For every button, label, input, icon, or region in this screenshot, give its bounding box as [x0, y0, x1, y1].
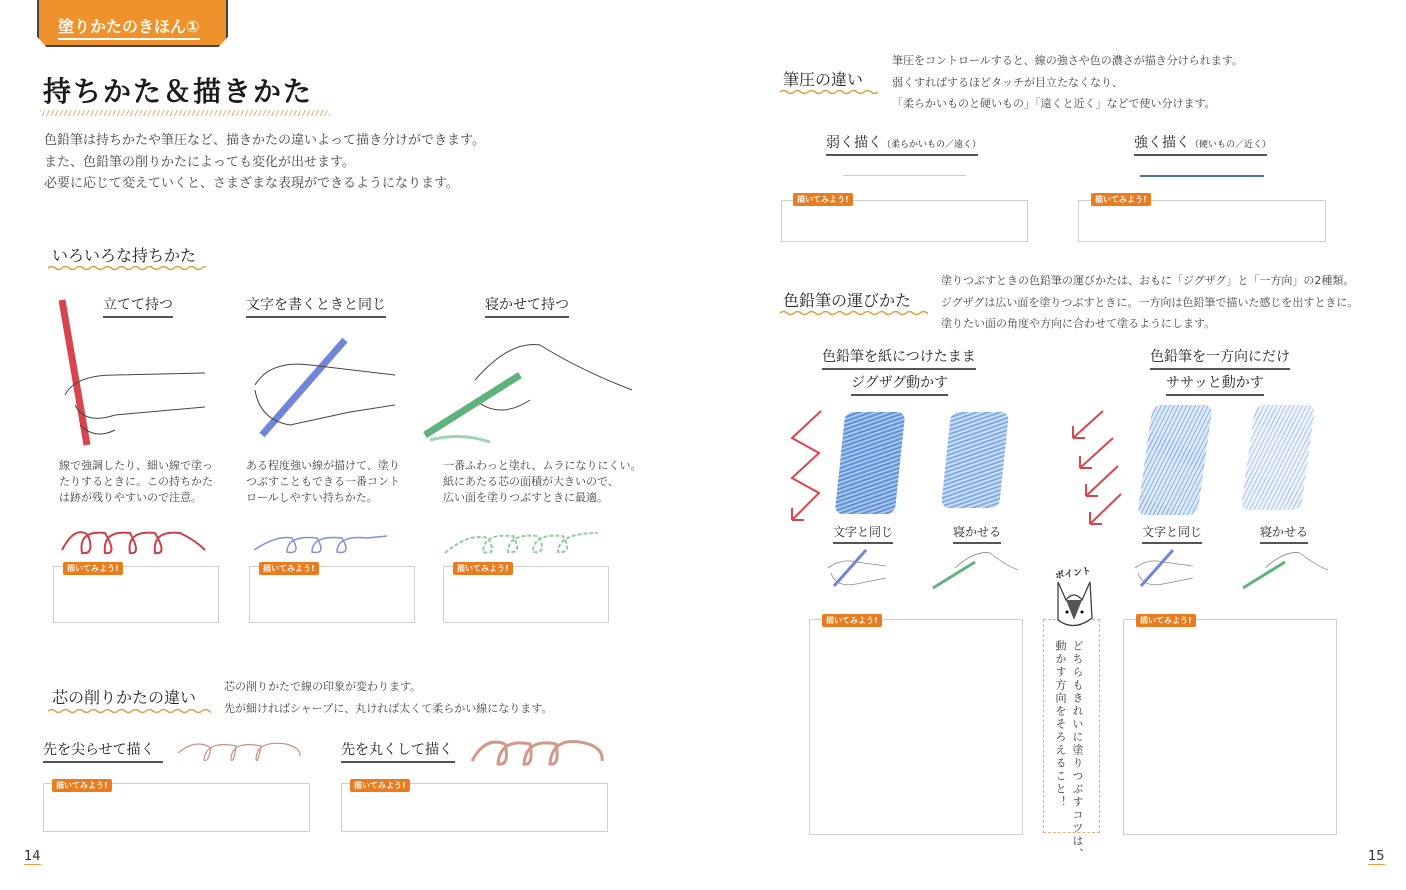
spiral-sample-round [470, 736, 606, 770]
practice-badge: 描いてみよう! [63, 562, 123, 575]
strong-line-sample [1140, 175, 1264, 177]
mascot-illustration [1052, 578, 1096, 634]
holding-title-laid: 寝かせて持つ [485, 294, 569, 318]
sharpen-title-pointed: 先を尖らせて描く [43, 739, 163, 763]
spiral-sample-green [443, 528, 603, 558]
zigzag-arrow-icon [786, 408, 828, 528]
holding-heading: いろいろな持ちかた [52, 246, 197, 265]
desc-line: 線で強調したり、細い線で塗っ [59, 459, 213, 472]
swatch-label: 文字と同じ [1142, 523, 1202, 544]
swatch-label: 文字と同じ [833, 523, 893, 544]
holding-title-upright: 立てて持つ [103, 294, 173, 318]
wavy-underline [780, 89, 878, 95]
hand-laid-illustration [420, 340, 635, 450]
practice-badge: 描いてみよう! [350, 779, 410, 792]
pressure-title-strong [1134, 132, 1272, 156]
zigzag-title-1: 色鉛筆を紙につけたまま [822, 346, 976, 370]
desc-line: 弱くすればするほどタッチが目立たなくなり、 [892, 75, 1123, 89]
holding-desc-writing [246, 458, 400, 506]
point-label: ポイント [1054, 566, 1092, 582]
practice-badge: 描いてみよう! [52, 779, 112, 792]
zigzag-title-2: ジグザグ動かす [851, 372, 948, 396]
desc-line: 「柔らかいものと硬いもの」「遠くと近く」などで使い分けます。 [892, 97, 1216, 110]
chapter-tab-label: 塗りかたのきほん① [58, 14, 200, 40]
desc-line: ジグザグは広い面を塗りつぶすときに。一方向は色鉛筆で描いた感じを出すときに。 [941, 295, 1359, 309]
hand-writing-illustration [250, 330, 400, 450]
desc-line: 先が細ければシャープに、丸ければ太くて柔らかい線になります。 [224, 701, 553, 715]
oneway-title-1: 色鉛筆を一方向にだけ [1150, 346, 1290, 370]
oneway-title-2: ササッと動かす [1166, 372, 1264, 396]
practice-badge: 描いてみよう! [453, 562, 513, 575]
spiral-sample-sharp [176, 738, 304, 768]
zigzag-swatch-writing [835, 412, 906, 514]
holding-desc-upright [59, 458, 213, 506]
point-line: どちらもきれいに塗りつぶすコツは、 [1071, 640, 1084, 861]
title-text: 強く描く [1134, 135, 1190, 151]
desc-line: は跡が残りやすいので注意。 [59, 491, 202, 504]
oneway-swatch-laid [1241, 405, 1316, 510]
pressure-title-weak [826, 132, 982, 156]
point-line: 動かす方向をそろえること！ [1054, 640, 1067, 809]
desc-line: 塗りたい面の角度や方向に合わせて塗るようにします。 [941, 317, 1216, 330]
practice-box[interactable] [781, 200, 1028, 242]
sharpen-title-round: 先を丸くして描く [341, 739, 455, 763]
point-text [1052, 640, 1086, 861]
swatch-label: 寝かせる [1260, 523, 1308, 544]
desc-line: つぶすこともできる一番コント [246, 475, 400, 488]
practice-badge: 描いてみよう! [822, 614, 882, 627]
swatch-label: 寝かせる [953, 523, 1001, 544]
hand-laid-small-icon [930, 550, 1020, 595]
desc-line: ある程度強い線が描けて、塗り [246, 459, 400, 472]
desc-line: 広い面を塗りつぶすときに最適。 [443, 491, 608, 504]
pressure-desc [892, 50, 1243, 115]
practice-badge: 描いてみよう! [793, 193, 853, 206]
sharpen-desc [224, 676, 552, 719]
hand-writing-small-icon [1133, 548, 1195, 593]
desc-line: 一番ふわっと塗れ、ムラになりにくい。 [443, 459, 642, 472]
spiral-sample-blue [252, 530, 392, 560]
page-title: 持ちかた＆描きかた [43, 75, 314, 108]
wavy-underline [48, 708, 211, 714]
page-number-right: 15 [1368, 849, 1385, 864]
practice-box[interactable] [1078, 200, 1326, 242]
desc-line: 紙にあたる芯の面積が大きいので、 [443, 475, 619, 488]
title-note: （硬いもの／近く） [1190, 140, 1272, 150]
hand-writing-small-icon [826, 548, 888, 593]
title-note: （柔らかいもの／遠く） [882, 140, 982, 150]
desc-line: 芯の削りかたで線の印象が変わります。 [224, 680, 422, 693]
wavy-underline [780, 310, 928, 316]
stroke-desc [941, 270, 1358, 335]
practice-badge: 描いてみよう! [1136, 614, 1196, 627]
oneway-swatch-writing [1137, 405, 1212, 515]
practice-box[interactable] [1123, 619, 1337, 835]
page-number-left: 14 [24, 849, 41, 864]
weak-line-sample [843, 175, 966, 176]
practice-badge: 描いてみよう! [1091, 193, 1151, 206]
holding-desc-laid [443, 458, 642, 506]
practice-badge: 描いてみよう! [259, 562, 319, 575]
pressure-heading: 筆圧の違い [783, 70, 864, 89]
spiral-sample-red [60, 525, 210, 560]
desc-line: ロールしやすい持ちかた。 [246, 491, 378, 504]
intro-line: また、色鉛筆の削りかたによっても変化が出せます。 [44, 154, 355, 170]
hand-upright-illustration [55, 295, 215, 455]
zigzag-swatch-laid [941, 412, 1009, 508]
intro-line: 色鉛筆は持ちかたや筆圧など、描きかたの違いよって描き分けができます。 [44, 133, 485, 148]
stroke-heading: 色鉛筆の運びかた [783, 291, 912, 310]
hand-laid-small-icon [1240, 550, 1330, 595]
intro-line: 必要に応じて変えていくと、さまざまな表現ができるようになります。 [44, 176, 459, 191]
desc-line: 塗りつぶすときの色鉛筆の運びかたは、おもに「ジグザグ」と「一方向」の2種類。 [941, 274, 1355, 287]
intro-text [44, 130, 485, 195]
desc-line: 筆圧をコントロールすると、線の強さや色の濃さが描き分けられます。 [892, 54, 1243, 67]
wavy-underline [48, 265, 206, 271]
oneway-arrows-icon [1068, 408, 1124, 528]
practice-box[interactable] [809, 619, 1023, 835]
title-text: 弱く描く [826, 135, 882, 151]
desc-line: たりするときに。この持ちかた [59, 475, 213, 488]
title-underline [40, 110, 330, 116]
sharpen-heading: 芯の削りかたの違い [52, 688, 197, 707]
holding-title-writing: 文字を書くときと同じ [246, 294, 386, 318]
